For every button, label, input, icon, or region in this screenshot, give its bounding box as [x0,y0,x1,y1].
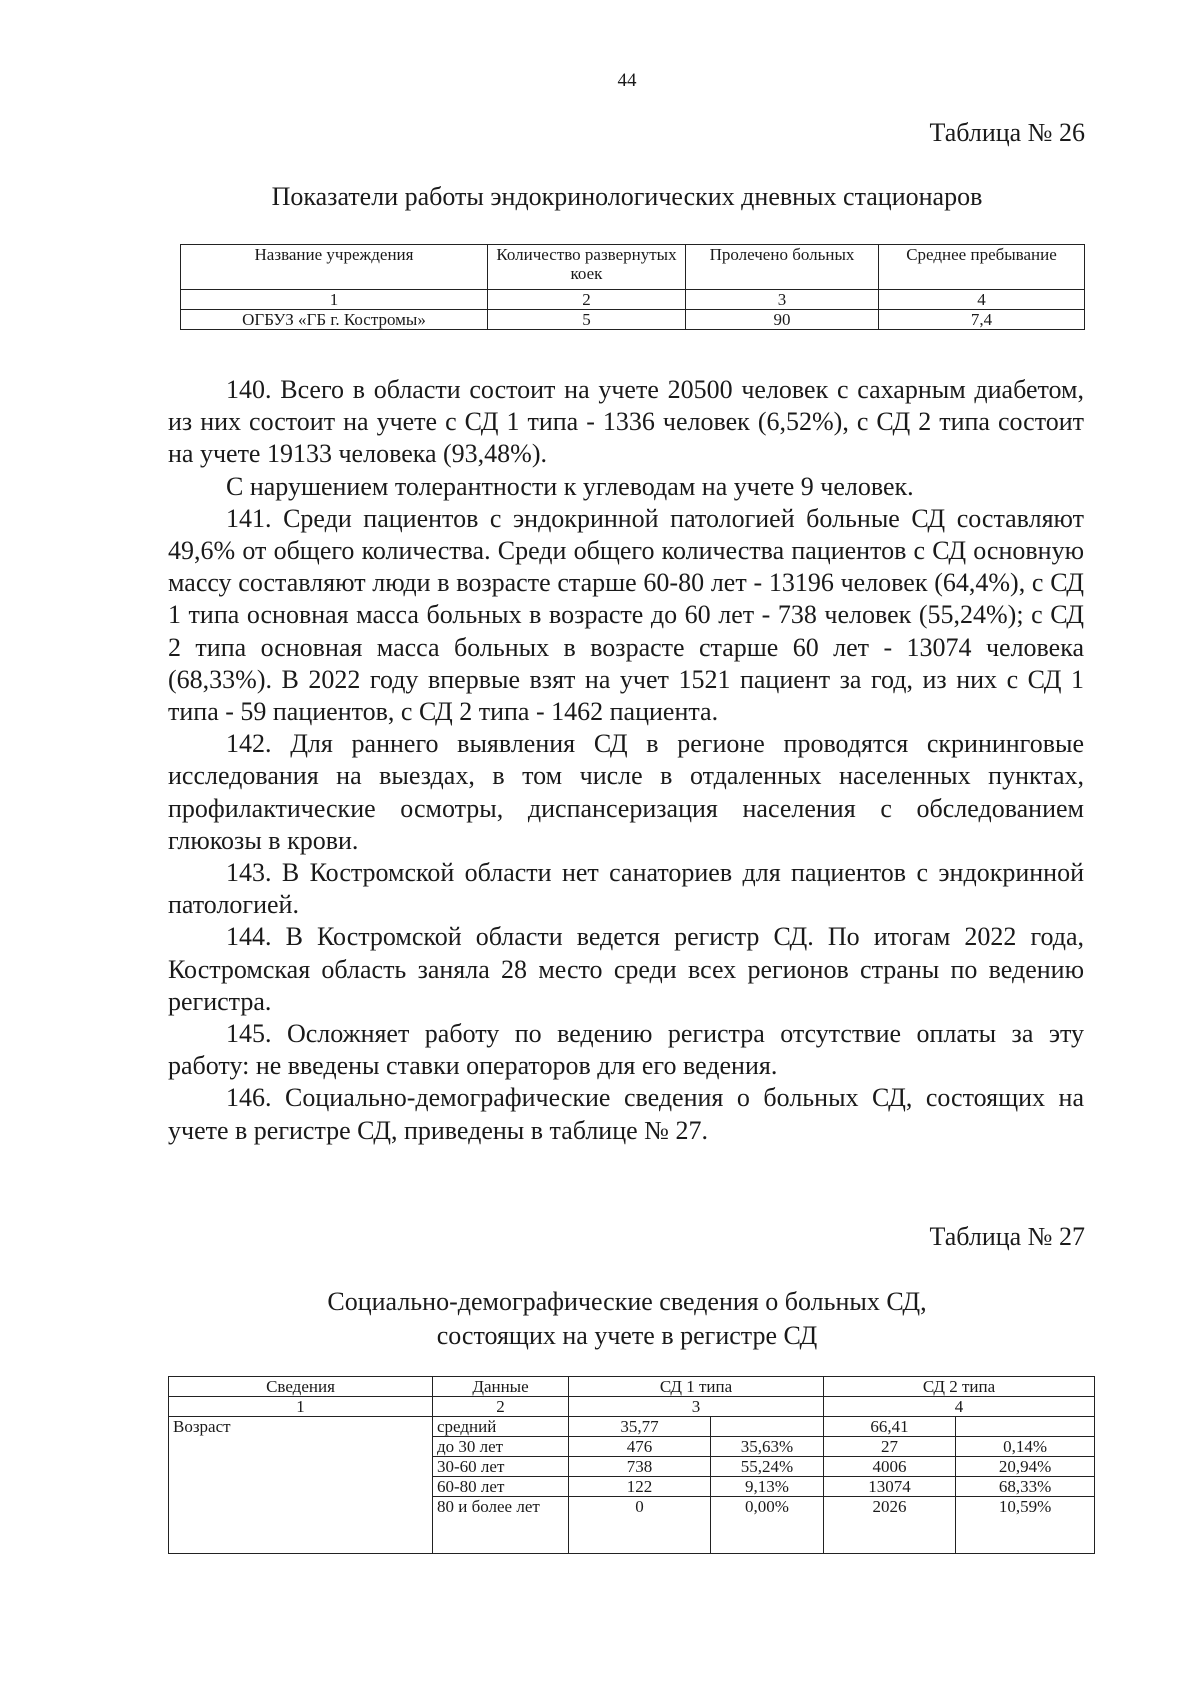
table-26-avg-stay-value: 7,4 [879,310,1085,330]
table-27-row-label: до 30 лет [433,1437,569,1457]
paragraph-144: 144. В Костромской области ведется регистр СД. По итогам 2022 года, Костромская область заняла 28 место среди всех регионов страны по ведению регистра. [168,922,1084,1016]
table-27-col-number: 1 [169,1397,433,1417]
table-27-sd1-value: 476 [569,1437,711,1457]
table-27 [168,1376,1095,1554]
paragraph-143: 143. В Костромской области нет санаториев для пациентов с эндокринной патологией. [168,858,1084,920]
table-row [181,310,1085,330]
paragraph-tolerance: С нарушением толерантности к углеводам на учете 9 человек. [226,471,914,501]
table-26-header-row [181,245,1085,290]
table-27-col-number: 4 [824,1397,1095,1417]
table-26-col-number: 4 [879,290,1085,310]
table-26-header-institution: Название учреждения [181,245,488,290]
table-27-sd1-value: 122 [569,1477,711,1497]
table-26-treated-value: 90 [686,310,879,330]
table-27-title [0,1285,1200,1353]
table-27-sd2-value: 66,41 [824,1417,956,1437]
table-27-sd2-value: 13074 [824,1477,956,1497]
table-27-sd2-pct: 68,33% [956,1477,1095,1497]
table-27-sd1-pct [711,1417,824,1437]
table-26-beds-value: 5 [488,310,686,330]
table-27-row-label: средний [433,1417,569,1437]
paragraph-142: 142. Для раннего выявления СД в регионе проводятся скрининговые исследования на выездах, в том числе в отдаленных населенных пунктах, профилактические осмотры, диспансеризация населения с обследованием глюкозы в крови. [168,729,1084,855]
table-26-header-avg-stay: Среднее пребывание [879,245,1085,290]
paragraph-145: 145. Осложняет работу по ведению регистра отсутствие оплаты за эту работу: не введены ставки операторов для его ведения. [168,1019,1084,1081]
table-27-sd1-value: 738 [569,1457,711,1477]
table-26-header-beds: Количество развернутых коек [488,245,686,290]
table-26-col-number: 3 [686,290,879,310]
table-26-header-treated: Пролечено больных [686,245,879,290]
table-27-row-label: 80 и более лет [433,1497,569,1554]
table-27-sd1-pct: 0,00% [711,1497,824,1554]
table-26 [180,244,1085,330]
table-27-header-sd2: СД 2 типа [824,1377,1095,1397]
table-27-title-line-2: состоящих на учете в регистре СД [436,1321,818,1350]
table-27-header-sd1: СД 1 типа [569,1377,824,1397]
table-27-sd2-value: 4006 [824,1457,956,1477]
table-27-col-number: 3 [569,1397,824,1417]
table-27-row-label: 60-80 лет [433,1477,569,1497]
table-27-sd2-value: 2026 [824,1497,956,1554]
table-27-sd1-value: 0 [569,1497,711,1554]
table-27-header-row [169,1377,1095,1397]
table-26-title: Показатели работы эндокринологических дневных стационаров [271,182,983,211]
table-27-group-age: Возраст [169,1417,433,1554]
table-27-sd2-value: 27 [824,1437,956,1457]
table-row [169,1417,1095,1437]
table-27-sd1-value: 35,77 [569,1417,711,1437]
table-27-header-info: Сведения [169,1377,433,1397]
table-27-number-row [169,1397,1095,1417]
table-27-sd2-pct: 10,59% [956,1497,1095,1554]
table-27-col-number: 2 [433,1397,569,1417]
table-27-sd1-pct: 35,63% [711,1437,824,1457]
table-26-caption: Таблица № 26 [929,118,1085,147]
table-27-title-line-1: Социально-демографические сведения о больных СД, [327,1287,927,1316]
paragraph-141: 141. Среди пациентов с эндокринной патологией больные СД составляют 49,6% от общего количества. Среди общего количества пациентов с СД основную массу составляют люди в возрасте старше 60-80 лет - 13196 человек (64,4%), с СД 1 типа основная масса больных в возрасте до 60 лет - 738 человек (55,24%); с СД 2 типа основная масса больных в возрасте старше 60 лет - 13074 человека (68,33%). В 2022 году впервые взят на учет 1521 пациент за год, из них с СД 1 типа - 59 пациентов, с СД 2 типа - 1462 пациента. [168,503,1084,727]
table-26-number-row [181,290,1085,310]
table-27-sd1-pct: 55,24% [711,1457,824,1477]
table-26-col-number: 1 [181,290,488,310]
table-27-sd1-pct: 9,13% [711,1477,824,1497]
paragraph-140: 140. Всего в области состоит на учете 20500 человек с сахарным диабетом, из них состоит на учете с СД 1 типа - 1336 человек (6,52%), с СД 2 типа состоит на учете 19133 человека (93,48%). [168,375,1084,469]
table-27-sd2-pct [956,1417,1095,1437]
page-number: 44 [617,70,637,91]
table-27-caption: Таблица № 27 [929,1222,1085,1251]
table-27-sd2-pct: 0,14% [956,1437,1095,1457]
table-27-row-label: 30-60 лет [433,1457,569,1477]
table-27-header-data: Данные [433,1377,569,1397]
body-text [168,374,1084,1147]
table-26-institution-name: ОГБУЗ «ГБ г. Костромы» [181,310,488,330]
table-26-col-number: 2 [488,290,686,310]
table-27-sd2-pct: 20,94% [956,1457,1095,1477]
paragraph-146: 146. Социально-демографические сведения о больных СД, состоящих на учете в регистре СД, приведены в таблице № 27. [168,1083,1084,1145]
